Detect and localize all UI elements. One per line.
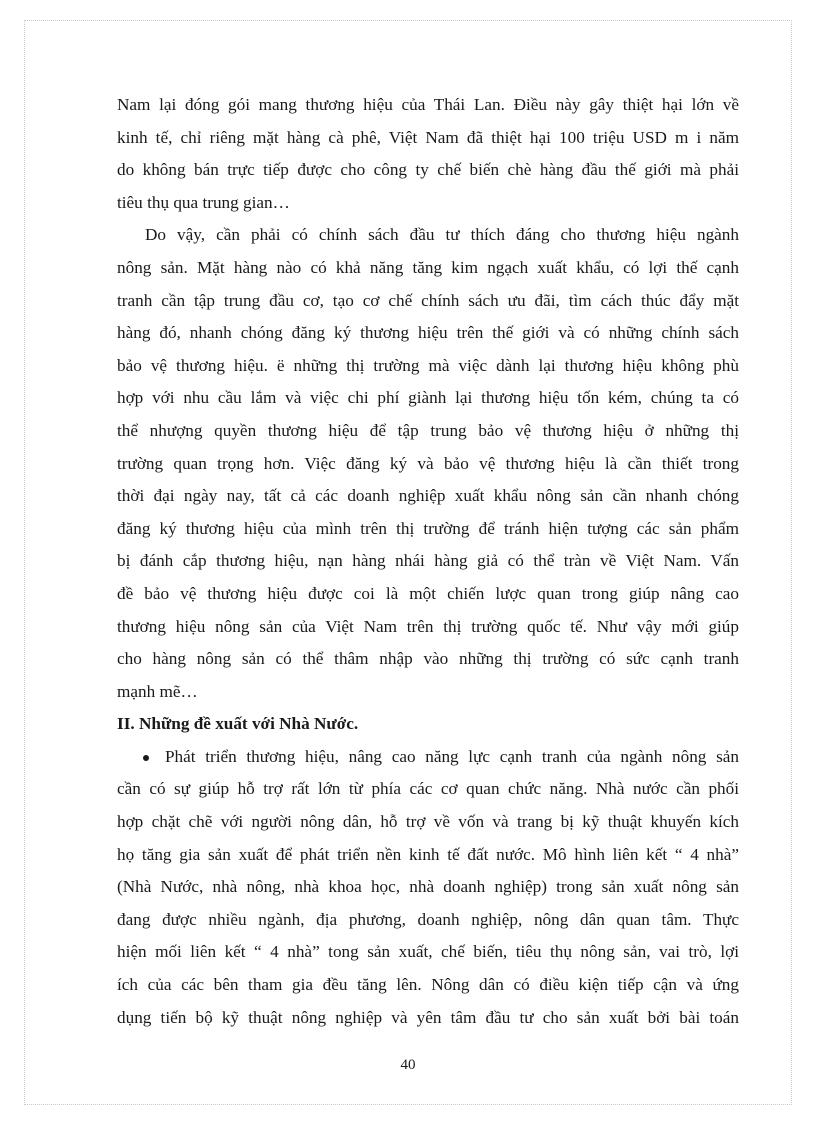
section-heading: II. Những đề xuất với Nhà Nước. [117,714,359,734]
text-line: do không bán trực tiếp được cho công ty chế biến chè hàng đầu thế giới mà phải [117,160,739,180]
text-line: tranh cần tập trung đầu cơ, tạo cơ chế chính sách ưu đãi, tìm cách thúc đẩy mặt [117,290,739,310]
text-line: trường quan trọng hơn. Việc đăng ký và bảo vệ thương hiệu là cần thiết trong [117,453,739,473]
bullet-first-line [117,741,739,774]
text-line: (Nhà Nước, nhà nông, nhà khoa học, nhà doanh nghiệp) trong sản xuất nông sản [117,877,739,897]
document-body [117,89,739,1034]
text-line: hiện mối liên kết “ 4 nhà” tong sản xuất, chế biến, tiêu thụ nông sản, vai trò, lợi [117,942,739,962]
text-line: thể nhượng quyền thương hiệu để tập trung bảo vệ thương hiệu ở những thị [117,420,739,440]
text-line: họ tăng gia sản xuất để phát triển nền kinh tế đất nước. Mô hình liên kết “ 4 nhà” [117,844,739,864]
text-line: Phát triển thương hiệu, nâng cao năng lực cạnh tranh của ngành nông sản [165,746,739,766]
text-line: đề bảo vệ thương hiệu được coi là một chiến lược quan trong giúp nâng cao [117,583,739,603]
text-line: đang được nhiều ngành, địa phương, doanh nghiệp, nông dân quan tâm. Thực [117,909,739,929]
page-number: 40 [400,1057,416,1073]
bullet-item [117,741,739,1034]
text-line: hợp chặt chẽ với người nông dân, hỗ trợ về vốn và trang bị kỹ thuật khuyến kích [117,812,739,832]
bullet-icon [143,755,149,761]
text-line: cho hàng nông sản có thể thâm nhập vào những thị trường có sức cạnh tranh [117,649,739,669]
text-line: cần có sự giúp hỗ trợ rất lớn từ phía các cơ quan chức năng. Nhà nước cần phối [117,779,739,799]
text-line: hàng đó, nhanh chóng đăng ký thương hiệu trên thế giới và có những chính sách [117,323,739,343]
text-line: ích của các bên tham gia đều tăng lên. Nông dân có điều kiện tiếp cận và ứng [117,975,739,995]
paragraph-policy [117,219,739,708]
text-line: mạnh mẽ… [117,681,198,701]
text-line: thương hiệu nông sản của Việt Nam trên thị trường quốc tế. Như vậy mới giúp [117,616,739,636]
text-line: tiêu thụ qua trung gian… [117,192,290,212]
text-line: Do vậy, cần phải có chính sách đầu tư thích đáng cho thương hiệu ngành [145,225,739,245]
text-line: đăng ký thương hiệu của mình trên thị trường để tránh hiện tượng các sản phẩm [117,518,739,538]
text-line: thời đại ngày nay, tất cả các doanh nghiệp xuất khẩu nông sản cần nhanh chóng [117,486,739,506]
text-line: nông sản. Mặt hàng nào có khả năng tăng kim ngạch xuất khẩu, có lợi thế cạnh [117,257,739,277]
text-line: hợp với nhu cầu lắm và việc chi phí giành lại thương hiệu tốn kém, chúng ta có [117,388,739,408]
text-line: Nam lại đóng gói mang thương hiệu của Thái Lan. Điều này gây thiệt hại lớn về [117,95,739,114]
text-line: dụng tiến bộ kỹ thuật nông nghiệp và yên tâm đầu tư cho sản xuất bởi bài toán [117,1007,739,1027]
text-line: bảo vệ thương hiệu. ë những thị trường mà việc dành lại thương hiệu không phù [117,355,739,375]
text-line: kinh tế, chỉ riêng mặt hàng cà phê, Việt Nam đã thiệt hại 100 triệu USD m i năm [117,127,739,147]
text-line: bị đánh cắp thương hiệu, nạn hàng nhái hàng giả có thể tràn về Việt Nam. Vấn [117,551,739,571]
paragraph-continuation [117,89,739,219]
